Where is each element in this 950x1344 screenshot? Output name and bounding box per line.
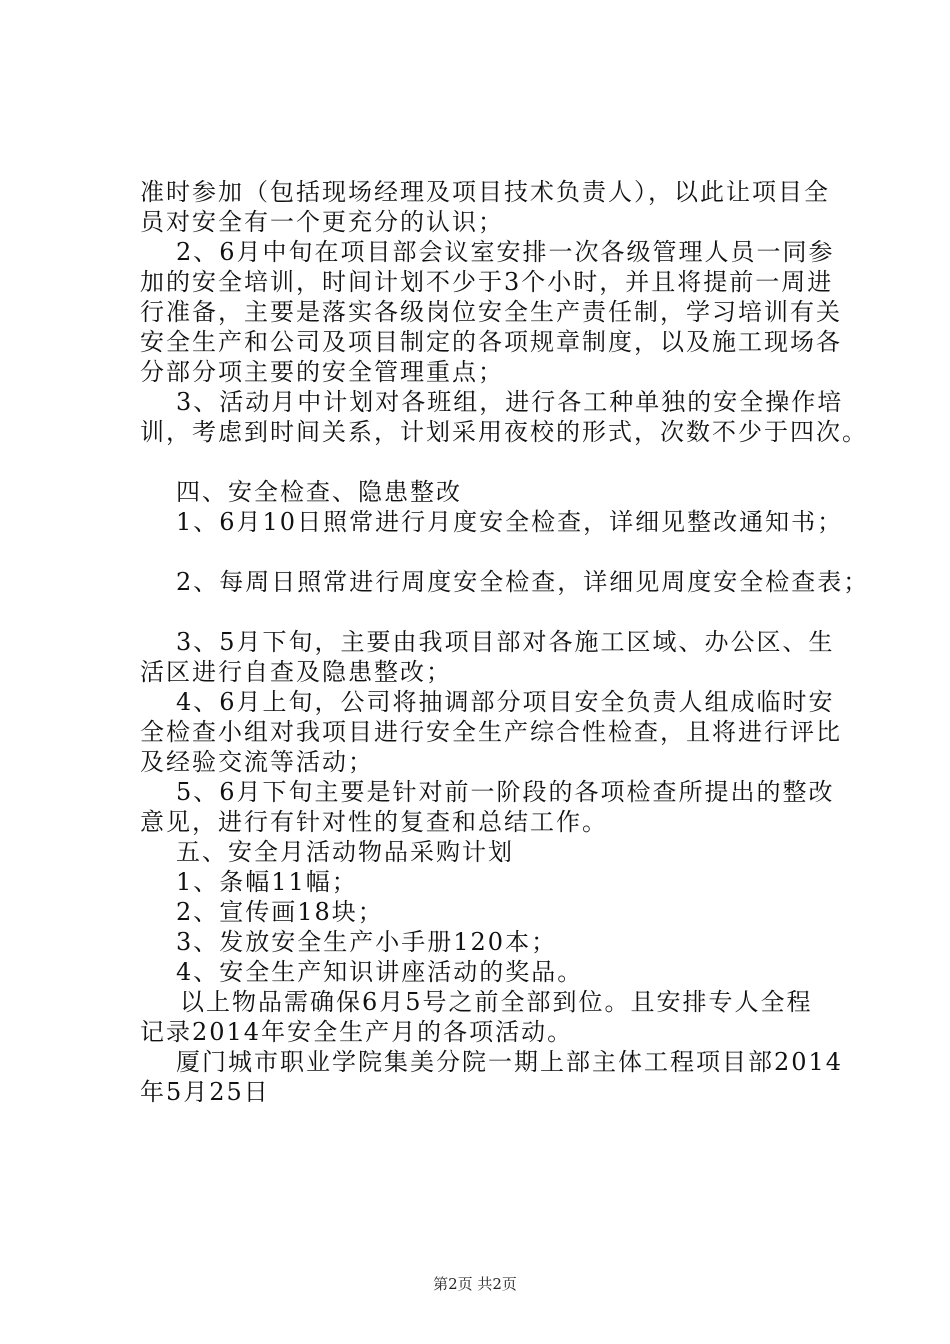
text-line: 训，考虑到时间关系，计划采用夜校的形式，次数不少于四次。 [140, 418, 868, 446]
text-line: 记录2014年安全生产月的各项活动。 [140, 1018, 574, 1046]
section-heading: 五、安全月活动物品采购计划 [176, 838, 514, 866]
text-line: 加的安全培训，时间计划不少于3个小时，并且将提前一周进 [140, 268, 834, 296]
list-item: 1、条幅11幅； [176, 868, 358, 896]
text-line: 全检查小组对我项目进行安全生产综合性检查，且将进行评比 [140, 718, 842, 746]
text-line: 意见，进行有针对性的复查和总结工作。 [140, 808, 608, 836]
text-line: 及经验交流等活动； [140, 748, 374, 776]
section-heading: 四、安全检查、隐患整改 [176, 478, 462, 506]
date-line: 年5月25日 [140, 1078, 270, 1106]
text-line: 以上物品需确保6月5号之前全部到位。且安排专人全程 [180, 988, 813, 1016]
text-line: 行准备，主要是落实各级岗位安全生产责任制，学习培训有关 [140, 298, 842, 326]
text-line: 2、每周日照常进行周度安全检查，详细见周度安全检查表； [176, 568, 870, 596]
text-line: 5、6月下旬主要是针对前一阶段的各项检查所提出的整改 [176, 778, 835, 806]
text-line: 4、6月上旬，公司将抽调部分项目安全负责人组成临时安 [176, 688, 835, 716]
text-line: 1、6月10日照常进行月度安全检查，详细见整改通知书； [176, 508, 844, 536]
text-line: 3、5月下旬，主要由我项目部对各施工区域、办公区、生 [176, 628, 835, 656]
list-item: 3、发放安全生产小手册120本； [176, 928, 558, 956]
list-item: 2、宣传画18块； [176, 898, 384, 926]
list-item: 4、安全生产知识讲座活动的奖品。 [176, 958, 584, 986]
text-line: 员对安全有一个更充分的认识； [140, 208, 504, 236]
text-line: 分部分项主要的安全管理重点； [140, 358, 504, 386]
text-line: 活区进行自查及隐患整改； [140, 658, 452, 686]
text-line: 2、6月中旬在项目部会议室安排一次各级管理人员一同参 [176, 238, 835, 266]
text-line: 3、活动月中计划对各班组，进行各工种单独的安全操作培 [176, 388, 844, 416]
text-line: 准时参加（包括现场经理及项目技术负责人），以此让项目全 [140, 178, 830, 206]
signature-line: 厦门城市职业学院集美分院一期上部主体工程项目部2014 [176, 1048, 844, 1076]
text-line: 安全生产和公司及项目制定的各项规章制度，以及施工现场各 [140, 328, 842, 356]
page-number: 第2页 共2页 [433, 1275, 517, 1293]
